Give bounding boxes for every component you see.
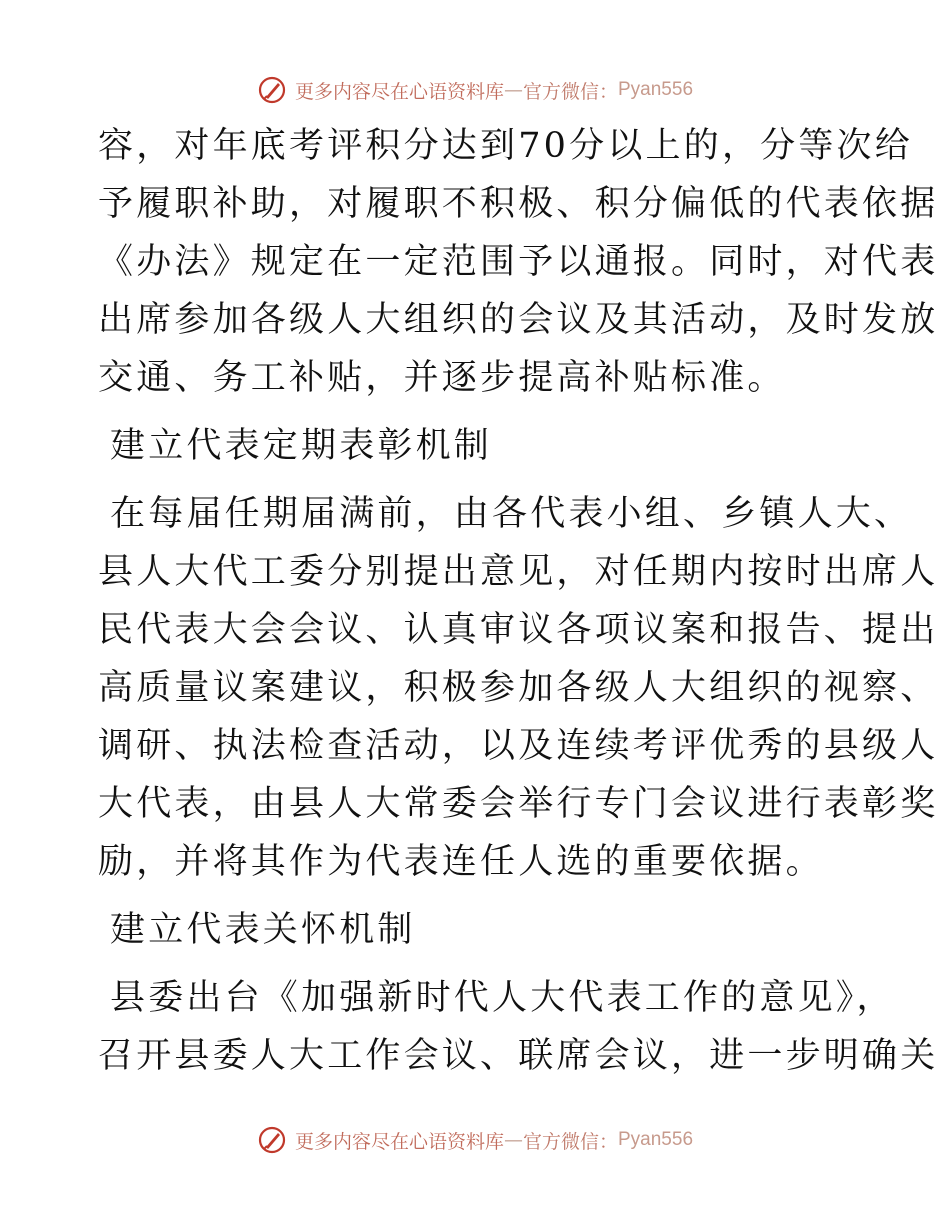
text-line: 大代表，由县人大常委会举行专门会议进行表彰奖 bbox=[98, 784, 939, 824]
quill-logo-icon bbox=[257, 1125, 287, 1155]
watermark-brand: 更多内容尽在心语资料库 bbox=[294, 1130, 504, 1153]
paragraph-1 bbox=[98, 117, 939, 407]
watermark-official-label: 官方微信： bbox=[522, 1130, 618, 1153]
document-body bbox=[98, 117, 939, 1085]
text-line: 县人大代工委分别提出意见，对任期内按时出席人 bbox=[98, 552, 939, 592]
text-line: 予履职补助，对履职不积极、积分偏低的代表依据 bbox=[98, 184, 939, 224]
text-line: 高质量议案建议，积极参加各级人大组织的视察、 bbox=[98, 668, 939, 708]
text-line: 民代表大会会议、认真审议各项议案和报告、提出 bbox=[98, 610, 939, 650]
text-line: 励，并将其作为代表连任人选的重要依据。 bbox=[98, 842, 824, 882]
watermark-brand: 更多内容尽在心语资料库 bbox=[294, 80, 504, 103]
header-watermark bbox=[0, 72, 950, 108]
text-line: 出席参加各级人大组织的会议及其活动，及时发放 bbox=[98, 300, 939, 340]
watermark-separator: — bbox=[503, 1129, 523, 1151]
paragraph-2 bbox=[98, 485, 939, 891]
text-line: 县委出台《加强新时代人大代表工作的意见》， bbox=[110, 978, 895, 1018]
footer-watermark bbox=[0, 1122, 950, 1158]
paragraph-3 bbox=[98, 969, 939, 1085]
watermark-wechat-id: Pyan556 bbox=[618, 1129, 694, 1150]
quill-logo-icon bbox=[257, 75, 287, 105]
text-line: 交通、务工补贴，并逐步提高补贴标准。 bbox=[98, 358, 786, 398]
text-line: 容，对年底考评积分达到70分以上的，分等次给 bbox=[98, 126, 913, 166]
text-line: 调研、执法检查活动，以及连续考评优秀的县级人 bbox=[98, 726, 939, 766]
watermark-wechat-id: Pyan556 bbox=[618, 79, 694, 100]
watermark-official-label: 官方微信： bbox=[522, 80, 618, 103]
text-line: 《办法》规定在一定范围予以通报。同时，对代表 bbox=[98, 242, 939, 282]
section-heading-care: 建立代表关怀机制 bbox=[110, 910, 416, 950]
watermark-separator: — bbox=[503, 79, 523, 101]
text-line: 在每届任期届满前，由各代表小组、乡镇人大、 bbox=[110, 494, 913, 534]
text-line: 召开县委人大工作会议、联席会议，进一步明确关 bbox=[98, 1036, 939, 1076]
section-heading-commendation: 建立代表定期表彰机制 bbox=[110, 426, 493, 466]
